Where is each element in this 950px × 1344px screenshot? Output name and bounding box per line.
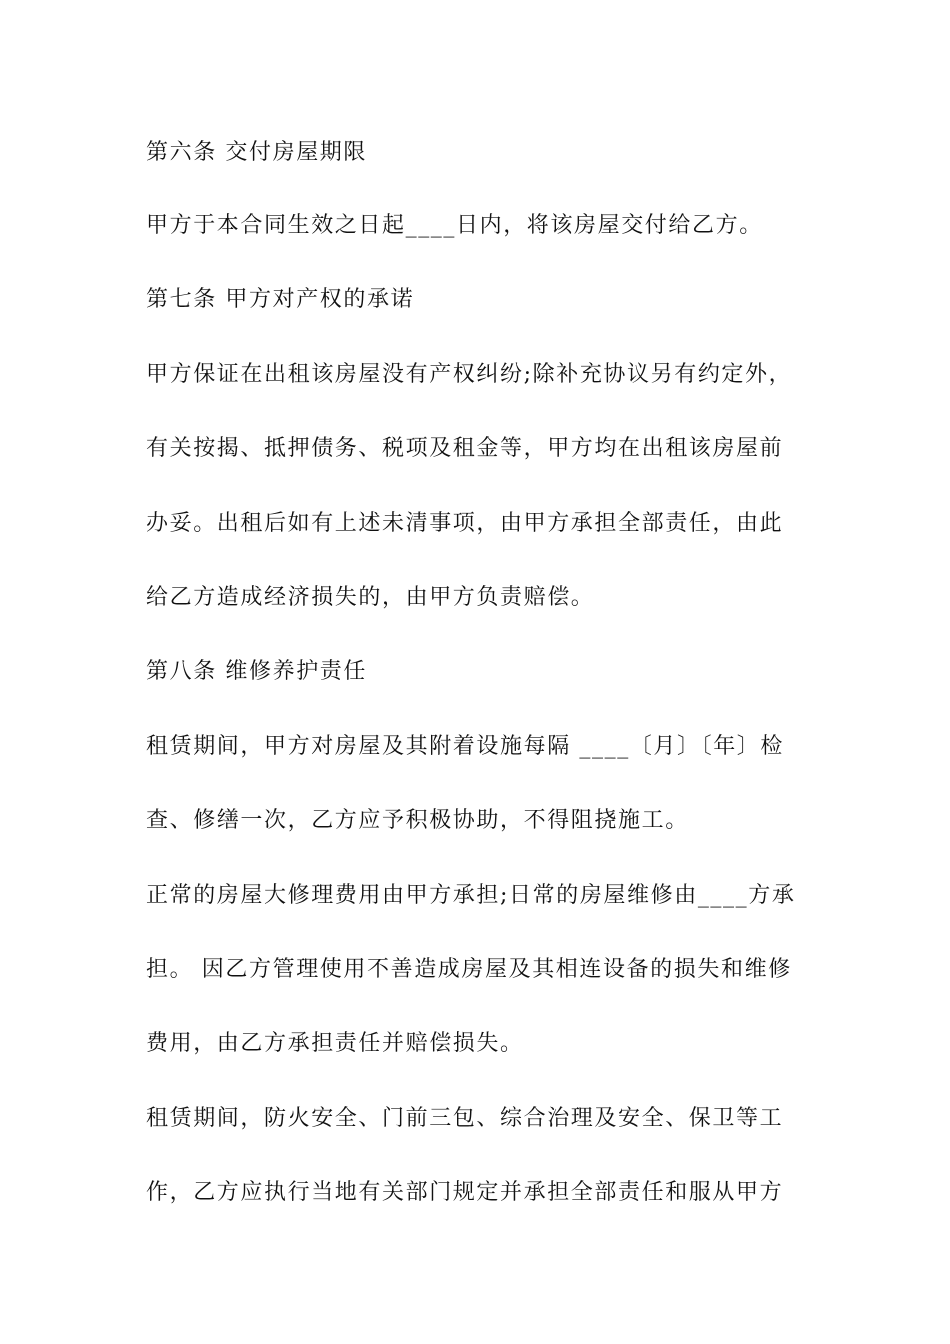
article-8-text-line-1: 租赁期间，甲方对房屋及其附着设施每隔 ____〔月〕〔年〕检 bbox=[146, 734, 784, 759]
article-6-text: 甲方于本合同生效之日起____日内，将该房屋交付给乙方。 bbox=[146, 213, 763, 238]
article-8-heading: 第八条 维修养护责任 bbox=[146, 659, 367, 684]
article-7-text-line-4: 给乙方造成经济损失的，由甲方负责赔偿。 bbox=[146, 585, 595, 610]
article-7-heading: 第七条 甲方对产权的承诺 bbox=[146, 287, 415, 312]
article-8-text-line-7: 作，乙方应执行当地有关部门规定并承担全部责任和服从甲方 bbox=[146, 1180, 784, 1205]
article-8-text-line-2: 查、修缮一次，乙方应予积极协助，不得阻挠施工。 bbox=[146, 808, 689, 833]
article-8-text-line-4: 担。 因乙方管理使用不善造成房屋及其相连设备的损失和维修 bbox=[146, 957, 792, 982]
article-8-text-line-6: 租赁期间，防火安全、门前三包、综合治理及安全、保卫等工 bbox=[146, 1106, 784, 1131]
article-7-text-line-2: 有关按揭、抵押债务、税项及租金等，甲方均在出租该房屋前 bbox=[146, 436, 784, 461]
article-8-text-line-3: 正常的房屋大修理费用由甲方承担;日常的房屋维修由____方承 bbox=[146, 883, 796, 908]
article-7-text-line-3: 办妥。出租后如有上述未清事项，由甲方承担全部责任，由此 bbox=[146, 511, 784, 536]
article-8-text-line-5: 费用，由乙方承担责任并赔偿损失。 bbox=[146, 1031, 524, 1056]
article-6-heading: 第六条 交付房屋期限 bbox=[146, 140, 367, 165]
article-7-text-line-1: 甲方保证在出租该房屋没有产权纠纷;除补充协议另有约定外， bbox=[146, 362, 793, 387]
